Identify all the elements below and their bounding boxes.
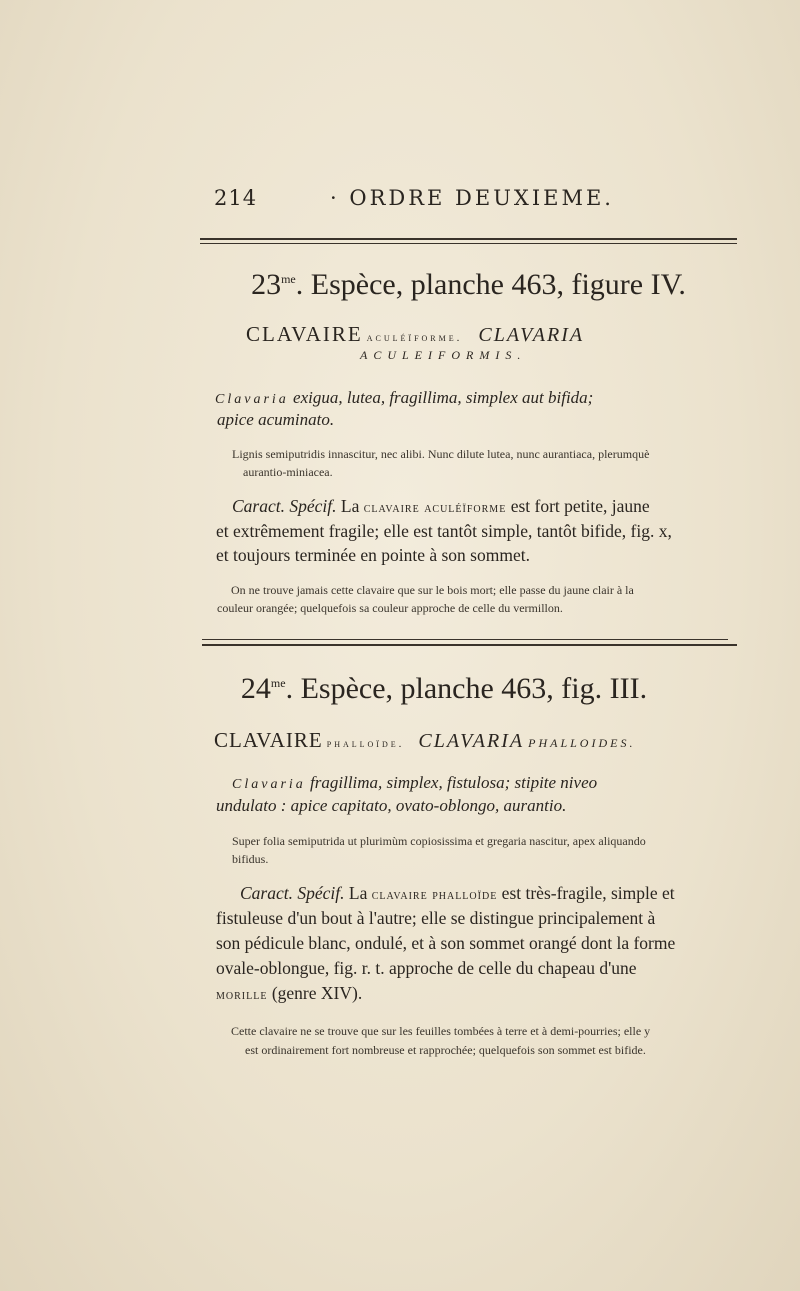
species-24-habitat-line2: bifidus. — [232, 852, 269, 866]
species-24-names — [214, 728, 751, 753]
species-23-french-epithet: aculéïforme. — [366, 332, 463, 344]
species-24-heading-rest: . Espèce, planche 463, fig. III. — [285, 672, 648, 705]
species-24-french-name: CLAVAIRE — [214, 728, 323, 752]
species-24-diagnosis-line1: fragillima, simplex, fistulosa; stipite niveo — [310, 773, 598, 792]
species-24-sup: me — [270, 676, 286, 690]
species-23-habitat-line1: Lignis semiputridis innascitur, nec alibi. Nunc dilute lutea, nunc aurantiaca, plerumquè — [232, 447, 650, 461]
species-23-caract-line1 — [232, 494, 742, 521]
species-23-names — [246, 322, 783, 347]
species-24-diagnosis-genus: Clavaria — [232, 777, 306, 792]
species-24-caract-line2: fistuleuse d'un bout à l'autre; elle se distingue principalement à — [216, 908, 656, 928]
species-23-note-line1: On ne trouve jamais cette clavaire que sur le bois mort; elle passe du jaune clair à la — [231, 583, 634, 597]
species-24-note-line2: est ordinairement fort nombreuse et rapprochée; quelquefois son sommet est bifide. — [245, 1043, 646, 1057]
species-23-caract-b: clavaire aculéïforme — [363, 501, 507, 516]
species-24-caract-b: clavaire phalloïde — [371, 888, 498, 903]
species-24-latin-genus: CLAVARIA — [418, 730, 525, 752]
species-23-heading — [200, 268, 737, 302]
species-24-caract-a: La — [348, 883, 368, 903]
section-rule — [202, 639, 728, 640]
header-rule — [200, 238, 737, 240]
species-24-diagnosis — [232, 772, 742, 796]
species-24-caract-line4: ovale-oblongue, fig. r. t. approche de celle du chapeau d'une — [216, 958, 637, 978]
species-24-number: 24 — [240, 672, 271, 705]
species-23-caract-label: Caract. Spécif. — [232, 496, 337, 516]
species-24-caract-label: Caract. Spécif. — [240, 883, 345, 903]
species-24-caract-line1 — [240, 881, 745, 908]
species-24-caract-line5b: (genre XIV). — [271, 983, 363, 1003]
running-title: · ORDRE DEUXIEME. — [330, 186, 614, 210]
species-23-diagnosis-line2: apice acuminato. — [217, 410, 335, 429]
species-24-french-epithet: phalloïde. — [326, 738, 405, 750]
species-24-caract-c: est très-fragile, simple et — [501, 883, 675, 903]
species-23-habitat-line2: aurantio-miniacea. — [243, 465, 333, 479]
page-number: 214 — [214, 186, 258, 210]
species-23-french-name: CLAVAIRE — [246, 322, 363, 346]
species-24-habitat-line1: Super folia semiputrida ut plurimùm copiosissima et gregaria nascitur, apex aliquando — [232, 834, 646, 848]
species-23-latin-epithet-line — [360, 346, 800, 364]
species-23-diagnosis-genus: Clavaria — [215, 392, 289, 407]
species-24-heading — [214, 672, 674, 706]
species-23-caract-a: La — [340, 496, 360, 516]
species-23-latin-epithet: ACULEIFORMIS. — [360, 348, 527, 362]
species-24-caract-line5a: morille — [216, 988, 268, 1003]
header-rule-thin — [200, 243, 737, 244]
species-23-caract-line2: et extrêmement fragile; elle est tantôt simple, tantôt bifide, fig. x, — [216, 521, 672, 541]
species-24-latin-epithet: PHALLOIDES. — [528, 736, 636, 750]
species-24-note-line1: Cette clavaire ne se trouve que sur les feuilles tombées à terre et à demi-pourries; elle y — [231, 1024, 651, 1038]
species-24-caract-line5 — [216, 981, 746, 1008]
species-23-caract-line3: et toujours terminée en pointe à son sommet. — [216, 545, 530, 565]
species-23-diagnosis-line1: exigua, lutea, fragillima, simplex aut bifida; — [293, 388, 594, 407]
section-rule-thick — [202, 644, 737, 646]
species-23-sup: me — [281, 272, 296, 286]
species-23-diagnosis — [215, 387, 737, 411]
species-24-caract-line3: son pédicule blanc, ondulé, et à son sommet orangé dont la forme — [216, 933, 676, 953]
species-23-note-line2: couleur orangée; quelquefois sa couleur approche de celle du vermillon. — [217, 601, 563, 615]
species-23-latin-genus: CLAVARIA — [478, 324, 585, 346]
species-23-caract-c: est fort petite, jaune — [510, 496, 650, 516]
species-23-heading-rest: . Espèce, planche 463, figure IV. — [295, 268, 686, 301]
species-24-diagnosis-line2: undulato : apice capitato, ovato-oblongo, aurantio. — [216, 796, 567, 815]
species-23-number: 23 — [251, 268, 282, 301]
